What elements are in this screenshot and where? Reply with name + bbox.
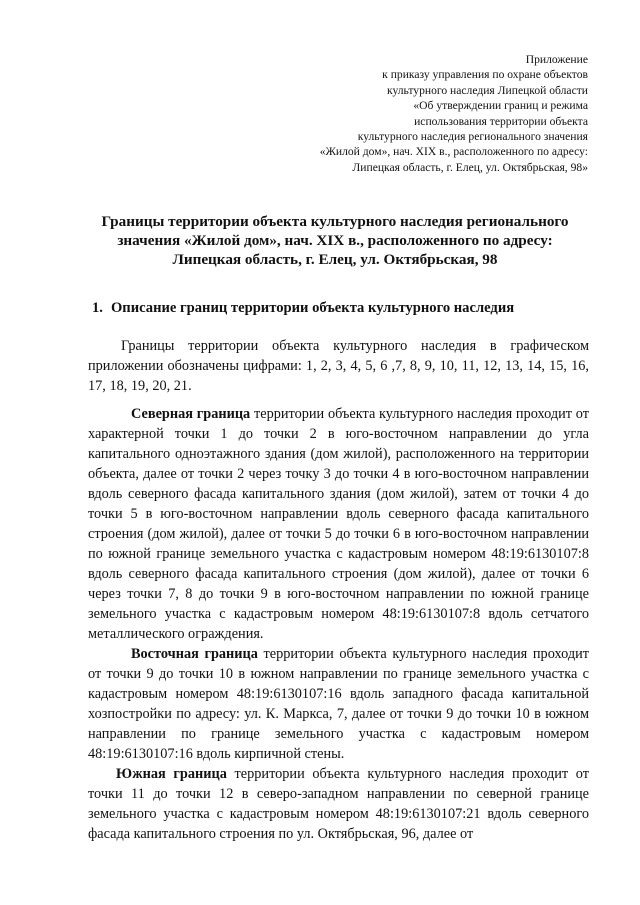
document-body	[88, 336, 589, 844]
approval-line: Липецкая область, г. Елец, ул. Октябрьская, 98»	[352, 160, 588, 174]
north-boundary-text: территории объекта культурного наследия проходит от характерной точки 1 до точки 2 в юго-восточном направлении до угла капитального одноэтажного здания (дом жилой), расположенного на территории объекта, далее от точки 2 через точку 3 до точки 4 в юго-восточном направлении вдоль северного фасада капитального здания (дом жилой), затем от точки 4 до точки 5 в юго-восточном направлении вдоль северного фасада капитального строения (дом жилой), далее от точки 5 до точки 6 в юго-восточном направлении по южной границе земельного участка с кадастровым номером 48:19:6130107:8 вдоль северного фасада капитального строения (дом жилой), далее от точки 6 через точки 7, 8 до точки 9 в юго-восточном направлении по южной границе земельного участка с кадастровым номером 48:19:6130107:8 вдоль сетчатого металлического ограждения.	[88, 406, 590, 642]
north-boundary-label: Северная граница	[131, 406, 251, 422]
approval-line: Приложение	[525, 53, 588, 66]
title-line: Липецкая область, г. Елец, ул. Октябрьская, 98	[172, 251, 498, 268]
document-title	[80, 212, 590, 269]
approval-line: «Жилой дом», нач. XIX в., расположенного по адресу:	[319, 145, 588, 159]
title-line: значения «Жилой дом», нач. XIX в., расположенного по адресу:	[117, 232, 553, 249]
approval-line: к приказу управления по охране объектов	[382, 68, 588, 82]
section-heading	[92, 300, 592, 317]
east-boundary-label: Восточная граница	[131, 646, 258, 662]
approval-line: «Об утверждении границ и режима	[413, 99, 588, 113]
intro-paragraph: Границы территории объекта культурного наследия в графическом приложении обозначены цифрами: 1, 2, 3, 4, 5, 6 ,7, 8, 9, 10, 11, 12, 13, 14, 15, 16, 17, 18, 19, 20, 21.	[88, 338, 589, 394]
north-boundary-paragraph	[88, 404, 589, 644]
east-boundary-text: территории объекта культурного наследия проходит от точки 9 до точки 10 в южном направлении по границе земельного участка с кадастровым номером 48:19:6130107:16 вдоль западного фасада капитальной хозпостройки по адресу: ул. К. Маркса, 7, далее от точки 9 до точки 10 в южном направлении по границе земельного участка с кадастровым номером 48:19:6130107:16 вдоль кирпичной стены.	[88, 646, 589, 762]
approval-line: использования территории объекта	[414, 114, 588, 128]
east-boundary-paragraph	[88, 644, 589, 764]
south-boundary-label: Южная граница	[116, 766, 227, 782]
title-line: Границы территории объекта культурного наследия регионального	[101, 213, 569, 230]
section-title: Описание границ территории объекта культурного наследия	[110, 300, 515, 316]
section-number: 1.	[92, 300, 103, 316]
approval-line: культурного наследия Липецкой области	[387, 83, 588, 97]
south-boundary-text: территории объекта культурного наследия проходит от точки 11 до точки 12 в северо-западном направлении по северной границе земельного участка с кадастровым номером 48:19:6130107:21 вдоль северного фасада капитального строения по ул. Октябрьская, 96, далее от	[88, 766, 589, 842]
approval-line: культурного наследия регионального значения	[357, 130, 588, 144]
approval-note	[258, 52, 588, 175]
south-boundary-paragraph	[88, 764, 589, 844]
